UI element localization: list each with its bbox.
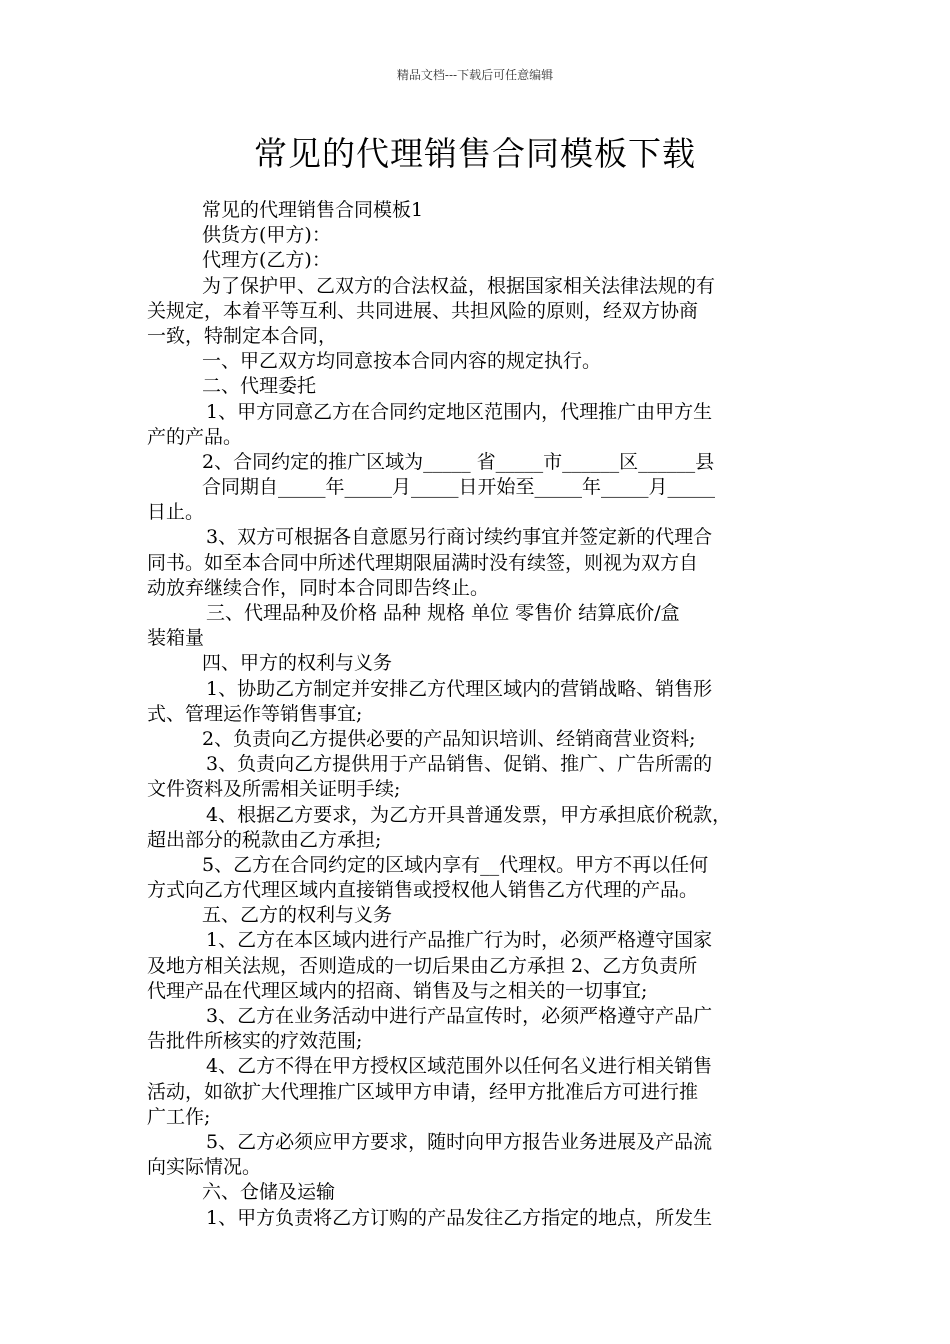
body-line: 超出部分的税款由乙方承担; (147, 828, 382, 851)
body-line: 一、甲乙双方均同意按本合同内容的规定执行。 (202, 350, 602, 373)
body-line: 1、乙方在本区域内进行产品推广行为时，必须严格遵守国家 (206, 929, 713, 952)
body-line: 关规定，本着平等互利、共同进展、共担风险的原则，经双方协商 (147, 299, 699, 322)
page-header: 精品文档---下载后可任意编辑 (396, 68, 554, 82)
body-line: 供货方(甲方)： (202, 224, 331, 247)
body-line: 5、乙方在合同约定的区域内享有__代理权。甲方不再以任何 (202, 853, 709, 876)
body-line: 告批件所核实的疗效范围; (147, 1030, 363, 1053)
body-line: 六、仓储及运输 (202, 1181, 336, 1204)
body-line: 1、甲方负责将乙方订购的产品发往乙方指定的地点，所发生 (206, 1206, 713, 1229)
body-line: 3、双方可根据各自意愿另行商讨续约事宜并签定新的代理合 (206, 526, 713, 549)
body-line: 2、负责向乙方提供必要的产品知识培训、经销商营业资料; (202, 727, 696, 750)
body-line: 合同期自_____年_____月_____日开始至_____年_____月_____ (202, 476, 716, 499)
body-line: 日止。 (147, 501, 205, 524)
body-line: 动放弃继续合作，同时本合同即告终止。 (147, 576, 490, 599)
body-line: 广工作; (147, 1105, 211, 1128)
body-line: 四、甲方的权利与义务 (202, 652, 393, 675)
body-line: 3、乙方在业务活动中进行产品宣传时，必须严格遵守产品广 (206, 1005, 713, 1027)
document-title: 常见的代理销售合同模板下载 (254, 134, 696, 173)
body-line: 1、协助乙方制定并安排乙方代理区域内的营销战略、销售形 (206, 677, 713, 700)
body-line: 文件资料及所需相关证明手续; (147, 778, 401, 801)
body-line: 4、根据乙方要求，为乙方开具普通发票，甲方承担底价税款， (206, 803, 732, 826)
document-body (147, 198, 819, 1231)
body-line: 常见的代理销售合同模板1 (202, 199, 424, 221)
body-line: 二、代理委托 (202, 375, 317, 398)
body-line: 方式向乙方代理区域内直接销售或授权他人销售乙方代理的产品。 (147, 879, 699, 902)
body-line: 活动，如欲扩大代理推广区域甲方申请，经甲方批准后方可进行推 (147, 1080, 699, 1103)
body-line: 式、管理运作等销售事宜; (147, 702, 363, 725)
body-line: 4、乙方不得在甲方授权区域范围外以任何名义进行相关销售 (206, 1055, 713, 1078)
body-line: 产的产品。 (147, 425, 243, 448)
body-line: 5、乙方必须应甲方要求，随时向甲方报告业务进展及产品流 (206, 1130, 713, 1153)
body-line: 2、合同约定的推广区域为_____ 省_____市______区______县 (202, 450, 715, 473)
body-line: 代理方(乙方)： (202, 249, 331, 272)
body-line: 同书。如至本合同中所述代理期限届满时没有续签，则视为双方自 (147, 551, 699, 574)
body-line: 三、代理品种及价格 品种 规格 单位 零售价 结算底价/盒 (206, 602, 680, 624)
body-line: 1、甲方同意乙方在合同约定地区范围内，代理推广由甲方生 (206, 400, 713, 423)
body-line: 代理产品在代理区域内的招商、销售及与之相关的一切事宜; (147, 979, 648, 1002)
body-line: 一致，特制定本合同， (147, 324, 338, 347)
body-line: 五、乙方的权利与义务 (202, 904, 393, 927)
body-line: 3、负责向乙方提供用于产品销售、促销、推广、广告所需的 (206, 753, 713, 776)
body-line: 向实际情况。 (147, 1156, 262, 1179)
body-line: 为了保护甲、乙双方的合法权益，根据国家相关法律法规的有 (202, 274, 716, 297)
body-line: 及地方相关法规，否则造成的一切后果由乙方承担 2、乙方负责所 (147, 954, 698, 977)
body-line: 装箱量 (147, 627, 205, 650)
